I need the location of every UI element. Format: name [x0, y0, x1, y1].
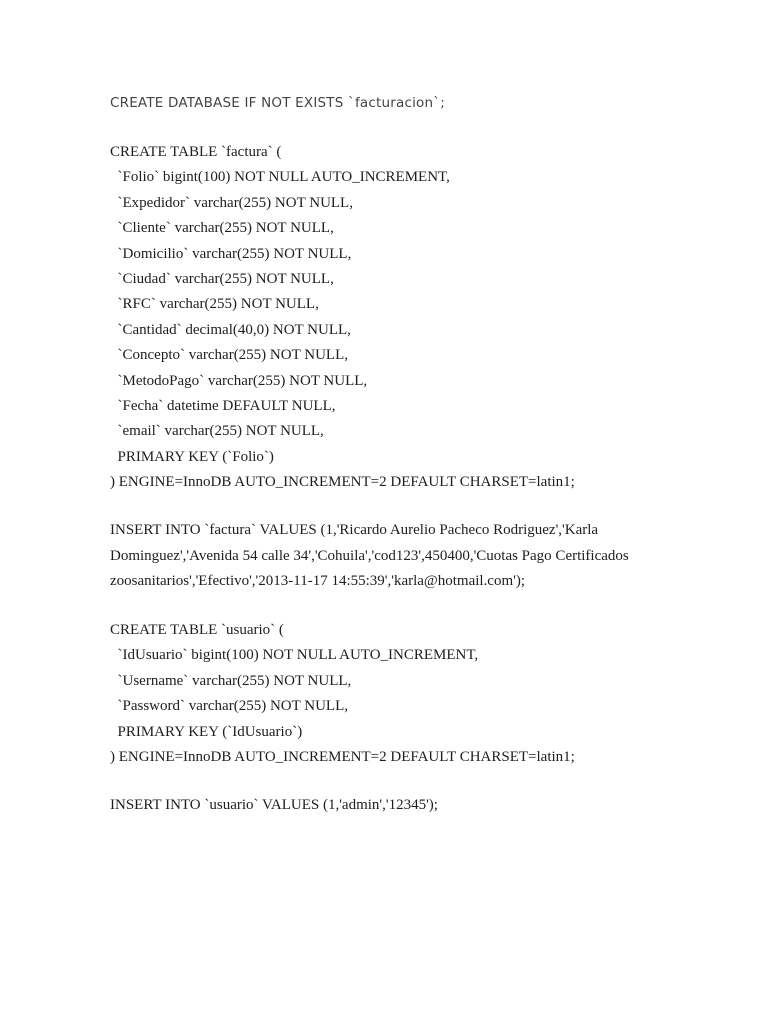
code-line: `Concepto` varchar(255) NOT NULL, [110, 347, 348, 364]
code-line: `Cliente` varchar(255) NOT NULL, [110, 220, 334, 237]
code-line: `email` varchar(255) NOT NULL, [110, 423, 324, 440]
create-database-statement: CREATE DATABASE IF NOT EXISTS `facturacion`; [110, 95, 445, 111]
insert-usuario-statement: INSERT INTO `usuario` VALUES (1,'admin','12345'); [110, 797, 438, 814]
code-line: CREATE TABLE `usuario` ( [110, 621, 284, 638]
code-line: `Folio` bigint(100) NOT NULL AUTO_INCREMENT, [110, 169, 450, 186]
insert-factura-block [110, 518, 670, 595]
code-line: `Expedidor` varchar(255) NOT NULL, [110, 194, 353, 211]
code-line: `Password` varchar(255) NOT NULL, [110, 698, 348, 715]
code-line: `MetodoPago` varchar(255) NOT NULL, [110, 372, 368, 389]
code-line: `Ciudad` varchar(255) NOT NULL, [110, 270, 334, 287]
insert-factura-statement: INSERT INTO `factura` VALUES (1,'Ricardo Aurelio Pacheco Rodriguez','Karla Dominguez','Avenida 54 calle 34','Cohuila','cod123',450400,'Cuotas Pago Certificados zoosanitarios','Efectivo','2013-11-17 14:55:39','karla@hotmail.com'); [110, 522, 629, 590]
code-line: `Domicilio` varchar(255) NOT NULL, [110, 245, 352, 262]
code-line: `Username` varchar(255) NOT NULL, [110, 672, 352, 689]
code-line: PRIMARY KEY (`Folio`) [110, 448, 274, 465]
insert-usuario-block [110, 793, 670, 819]
code-line: `IdUsuario` bigint(100) NOT NULL AUTO_INCREMENT, [110, 647, 479, 664]
code-line: `Fecha` datetime DEFAULT NULL, [110, 397, 336, 414]
code-line: `Cantidad` decimal(40,0) NOT NULL, [110, 321, 351, 338]
code-line: `RFC` varchar(255) NOT NULL, [110, 296, 319, 313]
code-line: ) ENGINE=InnoDB AUTO_INCREMENT=2 DEFAULT CHARSET=latin1; [110, 748, 575, 765]
code-line: PRIMARY KEY (`IdUsuario`) [110, 723, 303, 740]
sql-document [110, 92, 670, 819]
code-line: CREATE TABLE `factura` ( [110, 144, 282, 160]
create-table-usuario-block [110, 618, 670, 770]
code-line: ) ENGINE=InnoDB AUTO_INCREMENT=2 DEFAULT CHARSET=latin1; [110, 474, 575, 491]
create-table-factura-block [110, 140, 670, 495]
